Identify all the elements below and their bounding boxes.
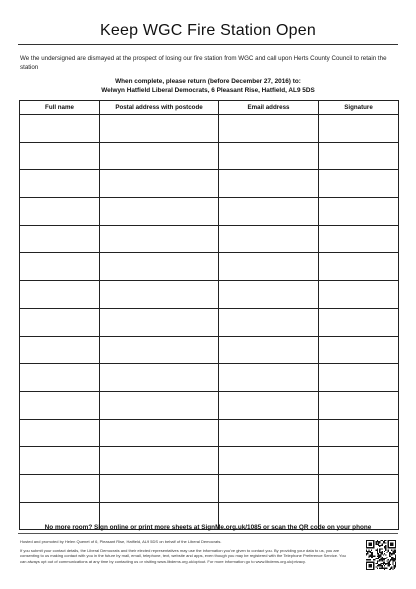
signature-cell	[319, 253, 399, 281]
column-header-full-name: Full name	[20, 101, 100, 115]
name-cell	[20, 198, 100, 226]
name-cell	[20, 225, 100, 253]
signature-table	[19, 100, 399, 530]
table-row	[20, 308, 399, 336]
email-cell	[219, 474, 319, 502]
email-cell	[219, 281, 319, 309]
column-header-signature: Signature	[319, 101, 399, 115]
address-cell	[100, 225, 219, 253]
signature-cell	[319, 170, 399, 198]
email-cell	[219, 225, 319, 253]
table-row	[20, 115, 399, 143]
address-cell	[100, 474, 219, 502]
page-title: Keep WGC Fire Station Open	[100, 22, 316, 39]
return-address: Welwyn Hatfield Liberal Democrats, 6 Pleasant Rise, Hatfield, AL9 5DS	[101, 87, 315, 94]
column-header-email: Email address	[219, 101, 319, 115]
column-header-postal-address: Postal address with postcode	[100, 101, 219, 115]
name-cell	[20, 474, 100, 502]
name-cell	[20, 419, 100, 447]
table-row	[20, 336, 399, 364]
email-cell	[219, 364, 319, 392]
address-cell	[100, 364, 219, 392]
address-cell	[100, 142, 219, 170]
qr-code-icon	[366, 540, 396, 570]
signature-cell	[319, 142, 399, 170]
name-cell	[20, 170, 100, 198]
privacy-notice: If you submit your contact details, the Liberal Democrats and their elected representatives may use the information you've given to contact you. By providing your data to us, you are consenting to us making contact with you in the future by mail, email, telephone, text, website and apps, even though you may be registered with the Telephone Preference Service. You can always opt out of communications at any time by contacting us or visiting www.libdems.org.uk/optout. For more information go to www.libdems.org.uk/privacy.	[20, 548, 346, 564]
address-cell	[100, 336, 219, 364]
address-cell	[100, 447, 219, 475]
address-cell	[100, 115, 219, 143]
email-cell	[219, 336, 319, 364]
email-cell	[219, 253, 319, 281]
name-cell	[20, 364, 100, 392]
table-row	[20, 142, 399, 170]
table-row	[20, 281, 399, 309]
name-cell	[20, 281, 100, 309]
table-row	[20, 474, 399, 502]
email-cell	[219, 419, 319, 447]
address-cell	[100, 170, 219, 198]
email-cell	[219, 170, 319, 198]
imprint-text: Hosted and promoted by Helen Quenet of 6, Pleasant Rise, Hatfield, AL9 5DS on behalf of the Liberal Democrats.	[20, 539, 222, 544]
title-divider	[18, 44, 398, 45]
signature-cell	[319, 391, 399, 419]
signature-cell	[319, 474, 399, 502]
address-cell	[100, 391, 219, 419]
signature-cell	[319, 281, 399, 309]
table-row	[20, 253, 399, 281]
table-row	[20, 364, 399, 392]
email-cell	[219, 115, 319, 143]
name-cell	[20, 253, 100, 281]
return-instructions: When complete, please return (before December 27, 2016) to:	[115, 78, 301, 85]
email-cell	[219, 142, 319, 170]
name-cell	[20, 308, 100, 336]
signature-cell	[319, 115, 399, 143]
signature-cell	[319, 336, 399, 364]
signature-cell	[319, 364, 399, 392]
table-row	[20, 198, 399, 226]
email-cell	[219, 391, 319, 419]
address-cell	[100, 308, 219, 336]
more-room-note: No more room? Sign online or print more sheets at SignMe.org.uk/1085 or scan the QR code on your phone	[44, 524, 372, 531]
email-cell	[219, 447, 319, 475]
signature-cell	[319, 308, 399, 336]
signature-cell	[319, 198, 399, 226]
address-cell	[100, 281, 219, 309]
signature-cell	[319, 447, 399, 475]
address-cell	[100, 419, 219, 447]
table-row	[20, 391, 399, 419]
footer-divider	[18, 533, 398, 534]
email-cell	[219, 308, 319, 336]
name-cell	[20, 142, 100, 170]
email-cell	[219, 198, 319, 226]
name-cell	[20, 336, 100, 364]
table-row	[20, 419, 399, 447]
name-cell	[20, 115, 100, 143]
name-cell	[20, 391, 100, 419]
address-cell	[100, 198, 219, 226]
table-row	[20, 447, 399, 475]
table-row	[20, 225, 399, 253]
signature-cell	[319, 225, 399, 253]
petition-statement: We the undersigned are dismayed at the prospect of losing our fire station from WGC and call upon Herts County Council to retain the station	[20, 55, 387, 71]
address-cell	[100, 253, 219, 281]
table-header-row	[20, 101, 399, 115]
table-row	[20, 170, 399, 198]
name-cell	[20, 447, 100, 475]
signature-cell	[319, 419, 399, 447]
